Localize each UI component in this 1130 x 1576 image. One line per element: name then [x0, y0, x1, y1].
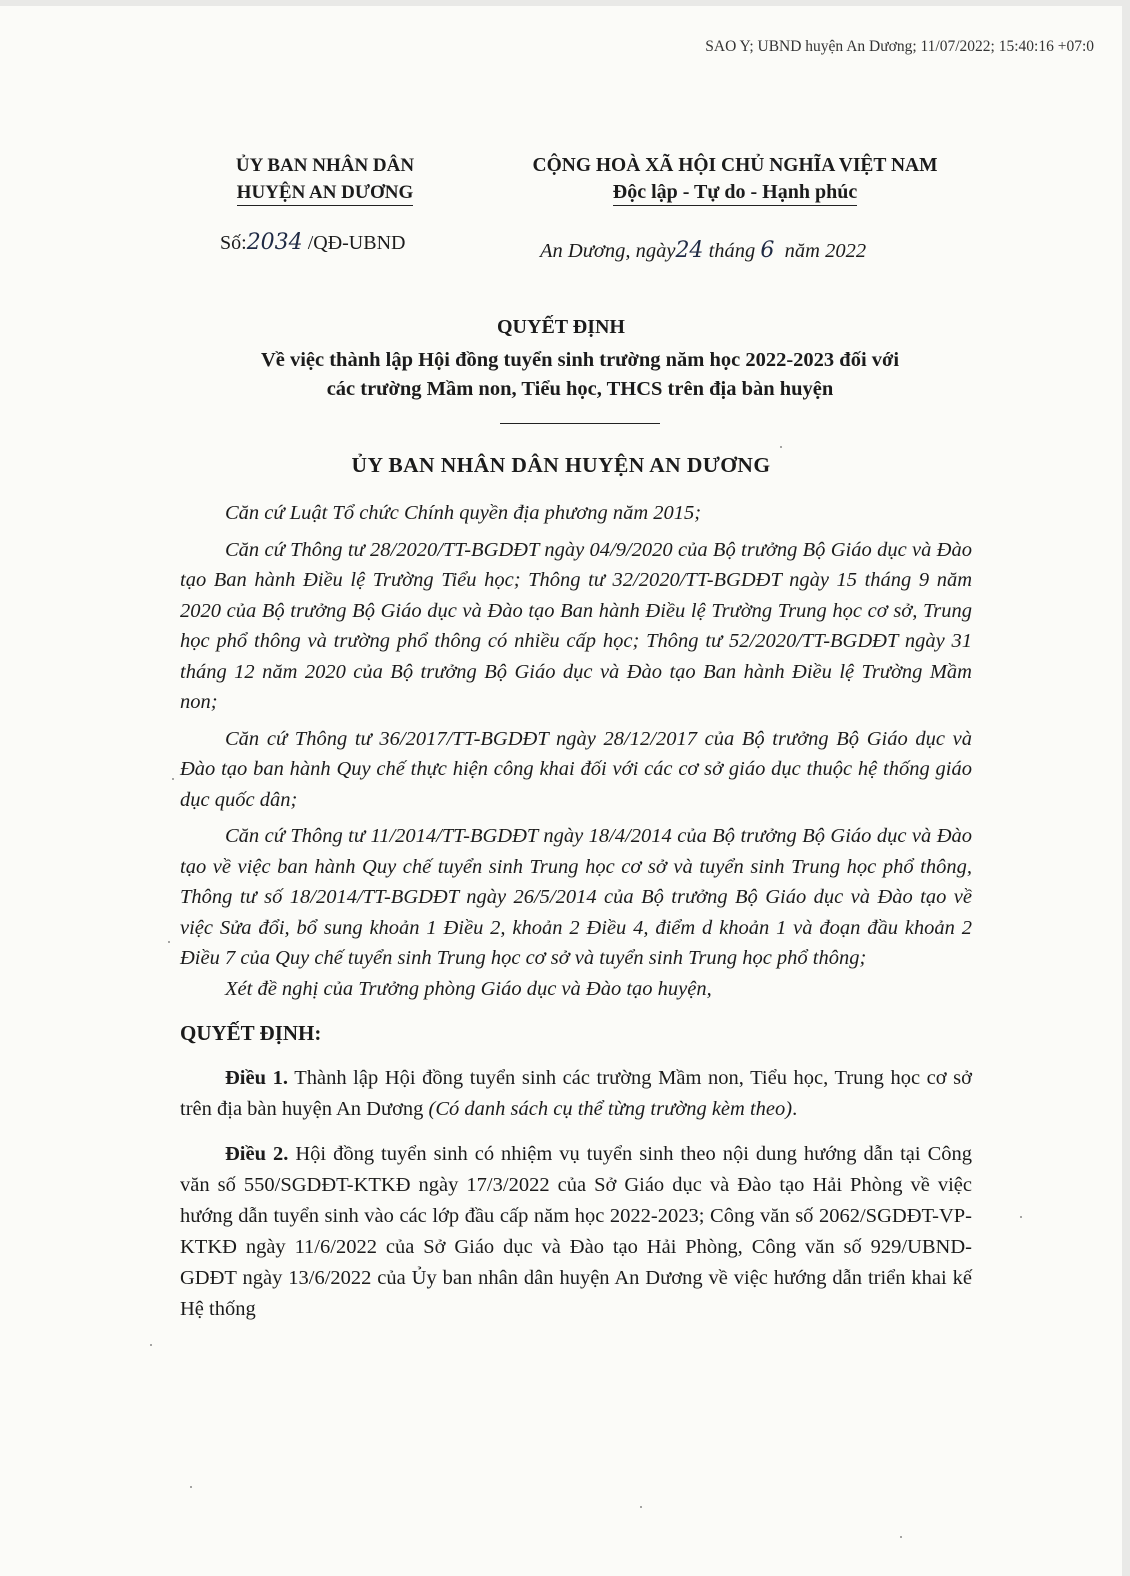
- scan-speck: [780, 446, 782, 448]
- date-month-handwritten: 6: [760, 238, 775, 263]
- article-1: [180, 1063, 972, 1125]
- doc-number-prefix: Số:: [220, 232, 247, 254]
- scan-speck: [190, 1486, 192, 1488]
- article-2-label: Điều 2.: [225, 1142, 289, 1165]
- article-1-text: Thành lập Hội đồng tuyển sinh các trường Mầm non, Tiểu học, Trung học cơ sở trên địa bàn huyện An Dương: [180, 1066, 973, 1120]
- scan-speck: [900, 1536, 902, 1538]
- doc-number-suffix: /QĐ-UBND: [307, 232, 406, 254]
- scan-speck: [150, 1344, 152, 1346]
- subtitle-underline: [500, 423, 660, 425]
- subtitle-line-1: Về việc thành lập Hội đồng tuyển sinh trường năm học 2022-2023 đối với: [260, 349, 900, 371]
- national-motto: [500, 152, 970, 206]
- digital-copy-stamp: SAO Y; UBND huyện An Dương; 11/07/2022; 15:40:16 +07:0: [705, 38, 1094, 55]
- document-body: [180, 498, 972, 1325]
- date-part-2: tháng: [708, 240, 756, 262]
- decision-heading: QUYẾT ĐỊNH:: [180, 1021, 322, 1045]
- legal-basis-1: Căn cứ Luật Tổ chức Chính quyền địa phương năm 2015;: [225, 502, 702, 524]
- date-part-3: năm 2022: [784, 240, 867, 262]
- country-name: CỘNG HOÀ XÃ HỘI CHỦ NGHĨA VIỆT NAM: [532, 155, 938, 176]
- document-page: [0, 6, 1122, 1576]
- document-number: [220, 230, 405, 255]
- article-2: [180, 1139, 972, 1325]
- date-part-1: An Dương, ngày: [540, 240, 676, 262]
- date-day-handwritten: 24: [675, 238, 704, 263]
- authority-line-1: ỦY BAN NHÂN DÂN: [235, 155, 415, 176]
- article-1-end: .: [792, 1097, 798, 1120]
- document-subtitle: [190, 346, 970, 433]
- scan-speck: [168, 941, 170, 943]
- subtitle-line-2: các trường Mầm non, Tiểu học, THCS trên địa bàn huyện: [326, 378, 834, 400]
- legal-basis-4: Căn cứ Thông tư 11/2014/TT-BGDĐT ngày 18/4/2014 của Bộ trưởng Bộ Giáo dục và Đào tạo về việc ban hành Quy chế tuyển sinh Trung học cơ sở và tuyển sinh Trung học phổ thông, Thông tư số 18/2014/TT-BGDĐT ngày 26/5/2014 của Bộ trưởng Bộ Giáo dục và Đào tạo về việc Sửa đổi, bổ sung khoản 1 Điều 2, khoản 2 Điều 4, điểm d khoản 1 và đoạn đầu khoản 2 Điều 7 của Quy chế tuyển sinh Trung học cơ sở và tuyển sinh Trung học phổ thông;: [180, 825, 972, 969]
- article-1-label: Điều 1.: [225, 1066, 288, 1089]
- document-title: QUYẾT ĐỊNH: [497, 316, 625, 338]
- scan-speck: [1020, 1216, 1022, 1218]
- doc-number-handwritten: 2034: [246, 230, 303, 255]
- issuer-heading: ỦY BAN NHÂN DÂN HUYỆN AN DƯƠNG: [351, 453, 771, 477]
- proposal-basis: Xét đề nghị của Trưởng phòng Giáo dục và Đào tạo huyện,: [225, 977, 712, 1000]
- article-1-note: (Có danh sách cụ thể từng trường kèm theo): [428, 1097, 793, 1120]
- motto: Độc lập - Tự do - Hạnh phúc: [613, 180, 857, 206]
- legal-basis-3: Căn cứ Thông tư 36/2017/TT-BGDĐT ngày 28/12/2017 của Bộ trưởng Bộ Giáo dục và Đào tạo ban hành Quy chế thực hiện công khai đối với các cơ sở giáo dục thuộc hệ thống giáo dục quốc dân;: [180, 727, 972, 811]
- issue-date: [540, 238, 866, 263]
- legal-basis-2: Căn cứ Thông tư 28/2020/TT-BGDĐT ngày 04/9/2020 của Bộ trưởng Bộ Giáo dục và Đào tạo Ban hành Điều lệ Trường Tiểu học; Thông tư 32/2020/TT-BGDĐT ngày 15 tháng 9 năm 2020 của Bộ trưởng Bộ Giáo dục và Đào tạo Ban hành Điều lệ Trường Trung học cơ sở, Trung học phổ thông và trường phổ thông có nhiều cấp học; Thông tư 52/2020/TT-BGDĐT ngày 31 tháng 12 năm 2020 của Bộ trưởng Bộ Giáo dục và Đào tạo Ban hành Điều lệ Trường Mầm non;: [180, 538, 972, 713]
- scan-speck: [640, 1506, 642, 1508]
- authority-line-2: HUYỆN AN DƯƠNG: [237, 181, 414, 206]
- scan-speck: [172, 778, 174, 780]
- article-2-text: Hội đồng tuyển sinh có nhiệm vụ tuyển sinh theo nội dung hướng dẫn tại Công văn số 550/SGDĐT-KTKĐ ngày 17/3/2022 của Sở Giáo dục và Đào tạo Hải Phòng về việc hướng dẫn tuyển sinh vào các lớp đầu cấp năm học 2022-2023; Công văn số 2062/SGDĐT-VP-KTKĐ ngày 11/6/2022 của Sở Giáo dục và Đào tạo Hải Phòng, Công văn số 929/UBND-GDĐT ngày 13/6/2022 của Ủy ban nhân dân huyện An Dương về việc hướng dẫn triển khai kế Hệ thống: [180, 1142, 973, 1320]
- issuing-authority: [180, 152, 470, 206]
